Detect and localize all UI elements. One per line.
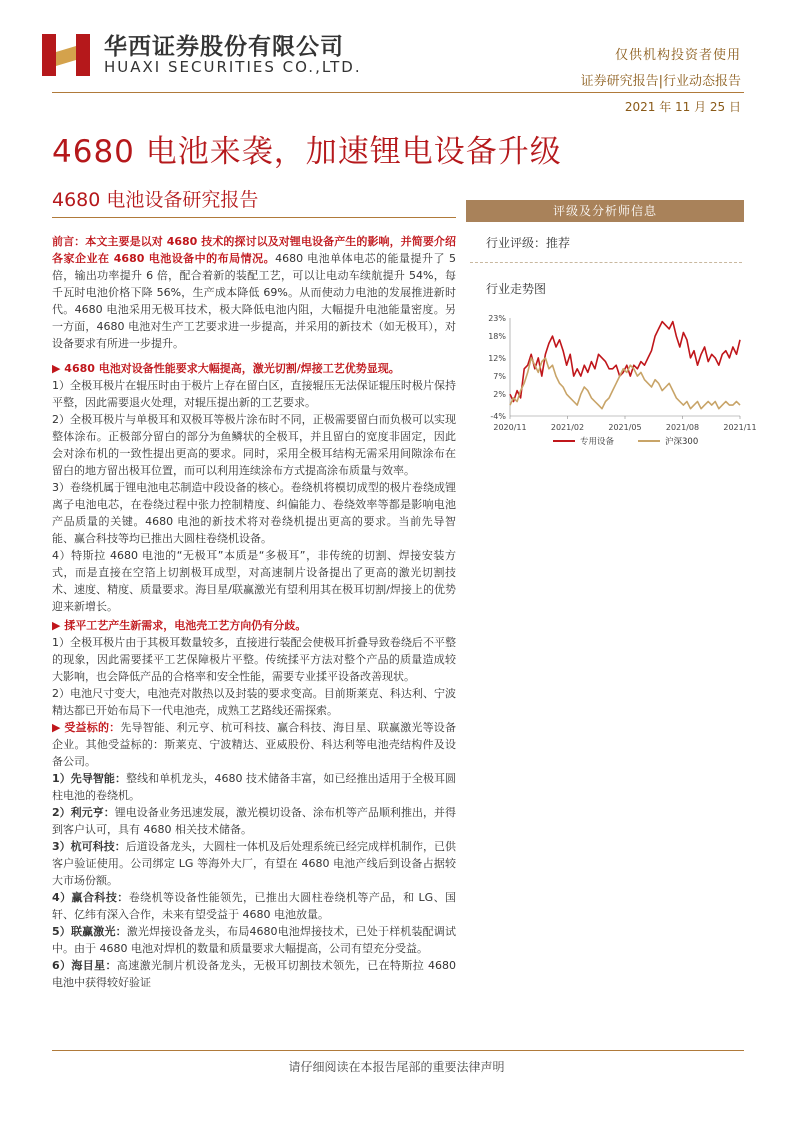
beneficiary-label: 受益标的： (64, 721, 121, 734)
company-item (52, 770, 456, 804)
intro-paragraph (52, 233, 456, 352)
section1-item: 4）特斯拉 4680 电池的“无极耳”本质是“多极耳”，非传统的切割、焊接安装方式，而是直接在空箔上切割极耳成型，对高速制片设备提出了更高的激光切割技术、速度、精度、质量要求。海目星/联赢激光有望利用其在极耳切割/焊接上的优势迎来新增长。 (52, 549, 456, 613)
huaxi-logo-icon (40, 30, 94, 80)
intro-text: 4680 电池单体电芯的能量提升了 5 倍，输出功率提升 6 倍，配合着新的装配工艺，可以让电动车续航提升 54%，每千瓦时电池价格下降 56%，生产成本降低 69%。从而使动力电池的发展推进新时代。4680 电池采用无极耳技术，极大降低电池内阻，大幅提升电池能量密度。另一方面，4680 电池对生产工艺要求进一步提高，并采用的新技术（如无极耳），对设备要求有所进一步提升。 (52, 252, 456, 350)
industry-trend-chart (478, 308, 757, 468)
section2-item: 1）全极耳极片由于其极耳数量较多，直接进行装配会使极耳折叠导致卷绕后不平整的现象，因此需要揉平工艺保障极片平整。传统揉平方法对整个产品的质量造成较大影响，也会降低产品的合格率和安全性能，需要专业揉平设备改善现状。 (52, 636, 456, 683)
section1-item: 3）卷绕机属于锂电池电芯制造中段设备的核心。卷绕机将模切成型的极片卷绕成锂离子电池电芯，在卷绕过程中张力控制精度、纠偏能力、卷绕效率等都是影响电池产品质量的关键。4680 电池的新技术将对卷绕机提出更高的要求。当前先导智能、赢合科技等均已推出大圆柱卷绕机设备。 (52, 481, 456, 545)
x-tick-label: 2021/05 (608, 423, 642, 432)
triangle-bullet-icon: ▶ (52, 362, 65, 375)
beneficiary-text: 先导智能、利元亨、杭可科技、赢合科技、海目星、联赢激光等设备企业。其他受益标的：斯莱克、宁波精达、亚威股份、科达利等电池壳结构件及设备公司。 (52, 721, 457, 768)
report-body (52, 233, 456, 991)
series-line-1 (510, 358, 740, 409)
company-item (52, 804, 456, 838)
rating-value: 推荐 (546, 236, 571, 250)
company-item (52, 923, 456, 957)
company-item (52, 957, 456, 991)
x-tick-label: 2020/11 (493, 423, 527, 432)
y-tick-label: 2% (493, 390, 506, 400)
company-item (52, 889, 456, 923)
footer-divider (52, 1050, 744, 1051)
page-title: 4680 电池来袭，加速锂电设备升级 (52, 134, 562, 170)
company-text: 锂电设备业务迅速发展，激光模切设备、涂布机等产品顺利推出，并得到客户认可，具有 4680 相关技术储备。 (52, 806, 457, 836)
intro-bold: 本文主要是以对 4680 技术的探讨以及对锂电设备产生的影响，并简要介绍各家企业在 4680 电池设备中的布局情况。 (52, 235, 457, 265)
y-tick-label: 7% (493, 372, 506, 382)
audience-note: 仅供机构投资者使用 (614, 48, 741, 63)
company-text: 高速激光制片机设备龙头，无极耳切割技术领先，已在特斯拉 4680 电池中获得较好验证 (52, 959, 456, 989)
triangle-bullet-icon: ▶ (52, 619, 65, 632)
brand-name-en: HUAXI SECURITIES CO.,LTD. (104, 58, 362, 76)
x-tick-label: 2021/08 (665, 423, 700, 432)
industry-rating (486, 234, 570, 251)
legend-label: 沪深300 (665, 437, 699, 447)
section1-heading (52, 360, 456, 377)
section1-title: 4680 电池对设备性能要求大幅提高，激光切割/焊接工艺优势显现。 (64, 362, 400, 375)
page-subtitle: 4680 电池设备研究报告 (52, 189, 259, 211)
section2-title: 揉平工艺产生新需求，电池壳工艺方向仍有分歧。 (64, 619, 307, 632)
company-text: 激光焊接设备龙头，布局4680电池焊接技术，已处于样机装配调试中。由于 4680 电池对焊机的数量和质量要求大幅提高，公司有望充分受益。 (52, 925, 457, 955)
beneficiary-paragraph (52, 719, 456, 770)
company-name: 3）杭可科技： (52, 840, 126, 853)
trend-chart-title: 行业走势图 (486, 282, 547, 296)
rating-divider (470, 262, 742, 263)
company-name: 6）海目星： (52, 959, 117, 972)
section2-heading (52, 617, 456, 634)
subtitle-divider (52, 217, 456, 218)
y-tick-label: 23% (488, 314, 506, 323)
rating-label: 行业评级： (486, 236, 547, 250)
y-tick-label: -4% (490, 412, 506, 421)
brand-name-cn: 华西证券股份有限公司 (104, 34, 344, 60)
report-date: 2021 年 11 月 25 日 (624, 100, 741, 114)
intro-label: 前言： (52, 235, 86, 248)
x-tick-label: 2021/11 (723, 423, 757, 432)
triangle-bullet-icon: ▶ (52, 721, 65, 734)
x-tick-label: 2021/02 (550, 423, 585, 432)
section1-item: 2）全极耳极片与单极耳和双极耳等极片涂布时不同，正极需要留白而负极可以实现整体涂布。正极部分留白的部分为鱼鳞状的全极耳，并且留白的宽度非固定，因此会对涂布机的一致性提出更高的要求。同时，采用全极耳结构无需采用间隙涂布在留白的地方留出极耳位置，而可以利用连续涂布方式提高涂布质量与效率。 (52, 413, 456, 477)
company-name: 5）联赢激光： (52, 925, 127, 938)
y-tick-label: 18% (488, 332, 506, 342)
company-name: 1）先导智能： (52, 772, 127, 785)
footer-legal-note: 请仔细阅读在本报告尾部的重要法律声明 (288, 1060, 505, 1074)
legend-label: 专用设备 (580, 437, 615, 447)
report-type: 证券研究报告|行业动态报告 (580, 74, 741, 89)
company-name: 2）利元亨： (52, 806, 115, 819)
header-divider (52, 92, 744, 93)
section1-item: 1）全极耳极片在辊压时由于极片上存在留白区，直接辊压无法保证辊压时极片保持平整，因此需要退火处理，对辊压提出新的工艺要求。 (52, 379, 456, 409)
series-line-0 (510, 322, 740, 402)
company-name: 4）赢合科技： (52, 891, 129, 904)
rating-panel-header: 评级及分析师信息 (466, 200, 744, 222)
company-text: 后道设备龙头，大圆柱一体机及后处理系统已经完成样机制作，已供客户验证使用。公司绑定 LG 等海外大厂，有望在 4680 电池产线后到设备占据较大市场份额。 (52, 840, 457, 887)
company-text: 整线和单机龙头，4680 技术储备丰富，如已经推出适用于全极耳圆柱电池的卷绕机。 (52, 772, 456, 802)
company-item (52, 838, 456, 889)
company-text: 卷绕机等设备性能领先，已推出大圆柱卷绕机等产品，和 LG、国轩、亿纬有深入合作，未来有望受益于 4680 电池放量。 (52, 891, 457, 921)
y-tick-label: 12% (488, 353, 506, 363)
section2-item: 2）电池尺寸变大，电池壳对散热以及封装的要求变高。目前斯莱克、科达利、宁波精达都已开始布局下一代电池壳，成熟工艺路线还需探索。 (52, 687, 456, 717)
